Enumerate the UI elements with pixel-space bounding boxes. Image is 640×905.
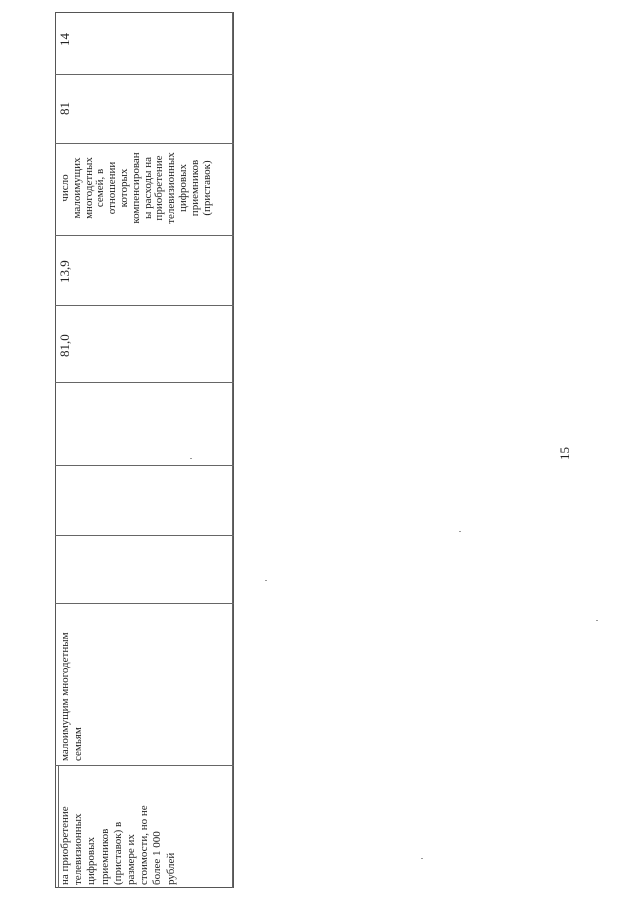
scan-speck <box>190 458 192 459</box>
row-divider <box>55 235 234 236</box>
row-divider <box>55 74 234 75</box>
scan-speck <box>421 858 423 859</box>
cell-value-81-0: 81,0 <box>57 334 72 357</box>
cell-value-13-9: 13,9 <box>57 260 72 283</box>
row-divider <box>55 603 234 604</box>
scan-speck <box>265 580 267 581</box>
cell-value-81: 81 <box>57 102 72 115</box>
row-divider <box>55 465 234 466</box>
row-divider <box>55 535 234 536</box>
row-divider <box>55 382 234 383</box>
scan-speck <box>596 620 598 621</box>
cell-indicator-description: число малоимущих многодетных семей, в отношении которых компенсирован ы расходы на приобретение телевизионных цифровых приемников (приставок) <box>59 152 213 224</box>
cell-value-14: 14 <box>57 33 72 46</box>
page-number: 15 <box>557 447 572 460</box>
row-divider <box>55 305 234 306</box>
cell-recipient: малоимущим многодетным семьям <box>59 632 84 761</box>
column-divider <box>232 12 233 888</box>
scan-speck <box>459 531 461 532</box>
cell-measure: на приобретение телевизионных цифровых приемников (приставок) в размере их стоимости, но не более 1 000 рублей <box>59 805 177 885</box>
row-divider <box>55 765 234 766</box>
